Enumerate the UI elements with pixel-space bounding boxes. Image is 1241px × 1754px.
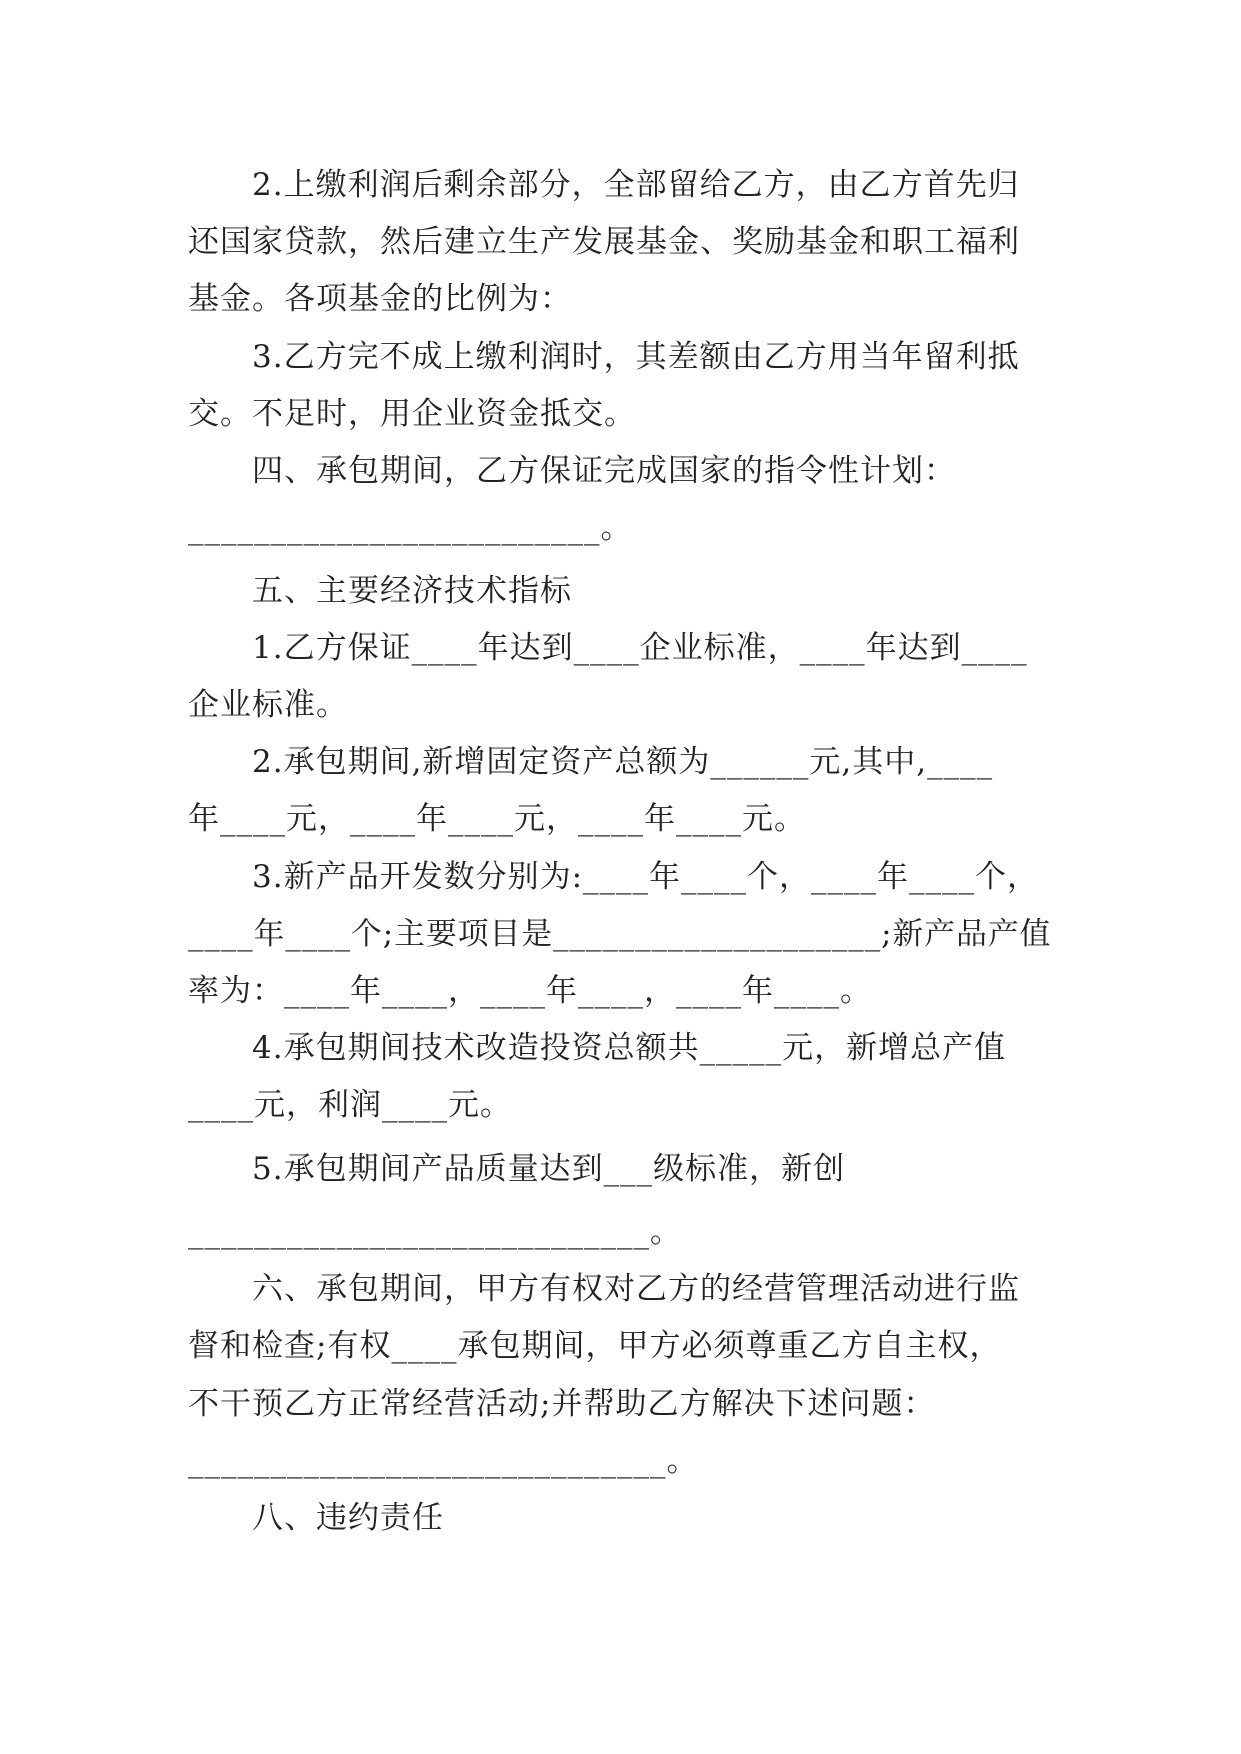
text-line: 5.承包期间产品质量达到___级标准，新创 <box>188 1151 846 1187</box>
text-line: 还国家贷款，然后建立生产发展基金、奖励基金和职工福利 <box>188 224 1020 260</box>
text-line: 率为：____年____，____年____，____年____。 <box>188 973 872 1009</box>
text-line: 四、承包期间，乙方保证完成国家的指令性计划： <box>188 453 956 489</box>
text-line: 3.新产品开发数分别为:____年____个，____年____个， <box>188 859 1040 895</box>
text-line: 4.承包期间技术改造投资总额共_____元，新增总产值 <box>188 1030 1007 1066</box>
text-line: 年____元，____年____元，____年____元。 <box>188 801 806 837</box>
text-line: 1.乙方保证____年达到____企业标准，____年达到____ <box>188 630 1028 666</box>
text-line: 基金。各项基金的比例为： <box>188 281 572 317</box>
text-line: 交。不足时，用企业资金抵交。 <box>188 396 636 432</box>
text-line: 不干预乙方正常经营活动;并帮助乙方解决下述问题： <box>188 1386 936 1422</box>
text-line: 2.承包期间,新增固定资产总额为______元,其中,____ <box>188 744 994 780</box>
text-line: ____年____个;主要项目是____________________;新产品产值 <box>188 916 1052 952</box>
text-line: 督和检查;有权____承包期间，甲方必须尊重乙方自主权， <box>188 1328 1002 1364</box>
section-heading: 六、承包期间，甲方有权对乙方的经营管理活动进行监 <box>188 1271 1020 1307</box>
text-line: _____________________________。 <box>188 1443 699 1479</box>
text-line: 2.上缴利润后剩余部分，全部留给乙方，由乙方首先归 <box>188 167 1020 203</box>
text-line: ____元，利润____元。 <box>188 1087 512 1123</box>
section-heading: 五、主要经济技术指标 <box>188 573 572 609</box>
text-line: ____________________________。 <box>188 1214 682 1250</box>
text-line: 3.乙方完不成上缴利润时，其差额由乙方用当年留利抵 <box>188 339 1020 375</box>
text-line: _________________________。 <box>188 510 633 546</box>
section-heading: 八、违约责任 <box>188 1500 444 1536</box>
text-line: 企业标准。 <box>188 687 348 723</box>
